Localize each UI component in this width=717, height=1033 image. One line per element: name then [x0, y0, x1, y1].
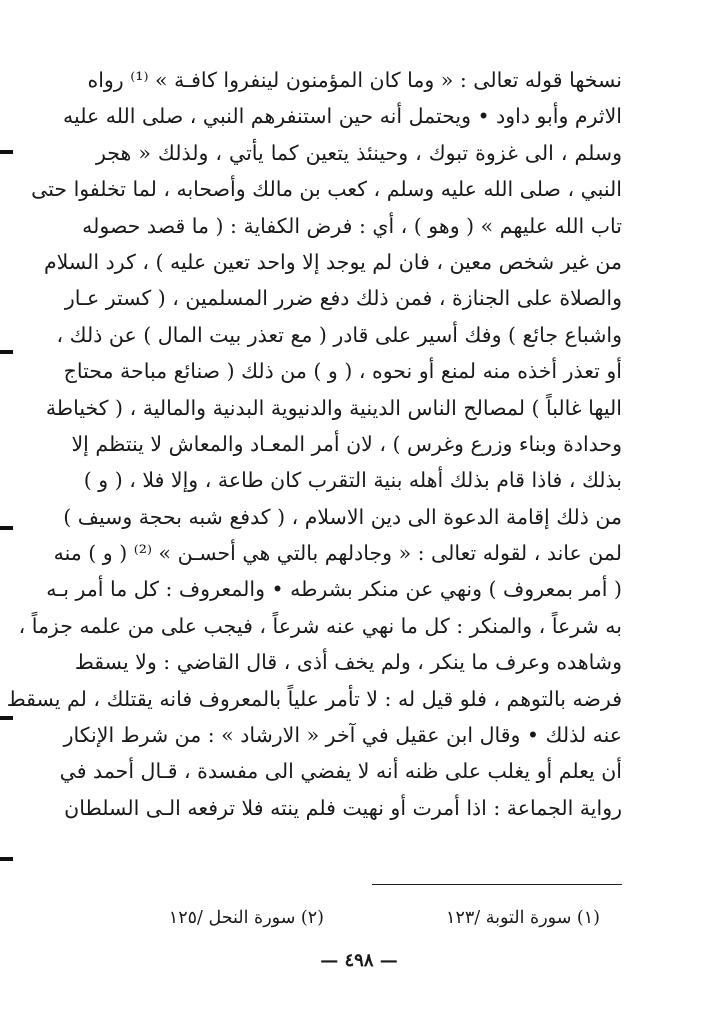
margin-mark	[0, 350, 13, 354]
text-line: تاب الله عليهم » ( وهو ) ، أي : فرض الكفاية : ( ما قصد حصوله	[82, 213, 622, 238]
text-line: وشاهده وعرف ما ينكر ، ولم يخف أذى ، قال القاضي : ولا يسقط	[74, 650, 622, 675]
footnotes	[150, 903, 600, 933]
text-line: أو تعذر أخذه منه لمنع أو نحوه ، ( و ) من ذلك ( صنائع مباحة محتاج	[63, 359, 622, 384]
text-line: عنه لذلك • وقال ابن عقيل في آخر « الارشاد » : من شرط الإنكار	[63, 723, 622, 748]
margin-mark	[0, 526, 13, 530]
text-line: أن يعلم أو يغلب على ظنه أنه لا يفضي الى مفسدة ، قـال أحمد في	[59, 759, 622, 784]
text-line: وسلم ، الى غزوة تبوك ، وحينئذ يتعين كما يأتي ، ولذلك « هجر	[96, 140, 622, 165]
text-line: به شرعاً ، والمنكر : كل ما نهي عنه شرعاً ، فيجب على من علمه جزماً ،	[18, 613, 622, 638]
margin-mark	[0, 857, 13, 861]
text-line: فرضه بالتوهم ، فلو قيل له : لا تأمر علياً بالمعروف فانه يقتلك ، لم يسقط	[6, 686, 622, 711]
text-line: لمن عاند ، لقوله تعالى : « وجادلهم بالتي هي أحسـن » ⁽²⁾ ( و ) منه	[53, 541, 622, 566]
page-number: — ٤٩٨ —	[320, 950, 398, 971]
margin-mark	[0, 150, 13, 154]
footnote-2: (٢) سورة النحل /١٢٥	[168, 908, 324, 928]
text-line: النبي ، صلى الله عليه وسلم ، كعب بن مالك وأصحابه ، لما تخلفوا حتى	[31, 177, 622, 202]
text-line: من غير شخص معين ، فان لم يوجد إلا واحد تعين عليه ) ، كرد السلام	[43, 249, 622, 274]
text-line: وحدادة وبناء وزرع وغرس ) ، لان أمر المعـاد والمعاش لا ينتظم إلا	[71, 431, 622, 456]
text-line: رواية الجماعة : اذا أمرت أو نهيت فلم ينته فلا ترفعه الـى السلطان	[64, 795, 622, 820]
text-line: الاثرم وأبو داود • ويحتمل أنه حين استنفرهم النبي ، صلى الله عليه	[63, 104, 622, 129]
text-line: واشباع جائع ) وفك أسير على قادر ( مع تعذر بيت المال ) عن ذلك ،	[56, 322, 622, 347]
text-line: والصلاة على الجنازة ، فمن ذلك دفع ضرر المسلمين ، ( كستر عـار	[64, 286, 622, 311]
footnote-divider	[372, 884, 622, 885]
text-line: بذلك ، فاذا قام بذلك أهله بنية التقرب كان طاعة ، وإلا فلا ، ( و )	[83, 468, 622, 493]
text-line: من ذلك إقامة الدعوة الى دين الاسلام ، ( كدفع شبه بحجة وسيف )	[63, 504, 622, 529]
text-line: نسخها قوله تعالى : « وما كان المؤمنون لينفروا كافـة » ⁽¹⁾ رواه	[87, 68, 622, 92]
text-line: ( أمر بمعروف ) ونهي عن منكر بشرطه • والمعروف : كل ما أمر بـه	[46, 577, 622, 602]
main-text	[6, 62, 622, 826]
text-line: اليها غالباً ) لمصالح الناس الدينية والدنيوية البدنية والمالية ، ( كخياطة	[45, 395, 622, 420]
footnote-1: (١) سورة التوبة /١٢٣	[446, 908, 600, 928]
